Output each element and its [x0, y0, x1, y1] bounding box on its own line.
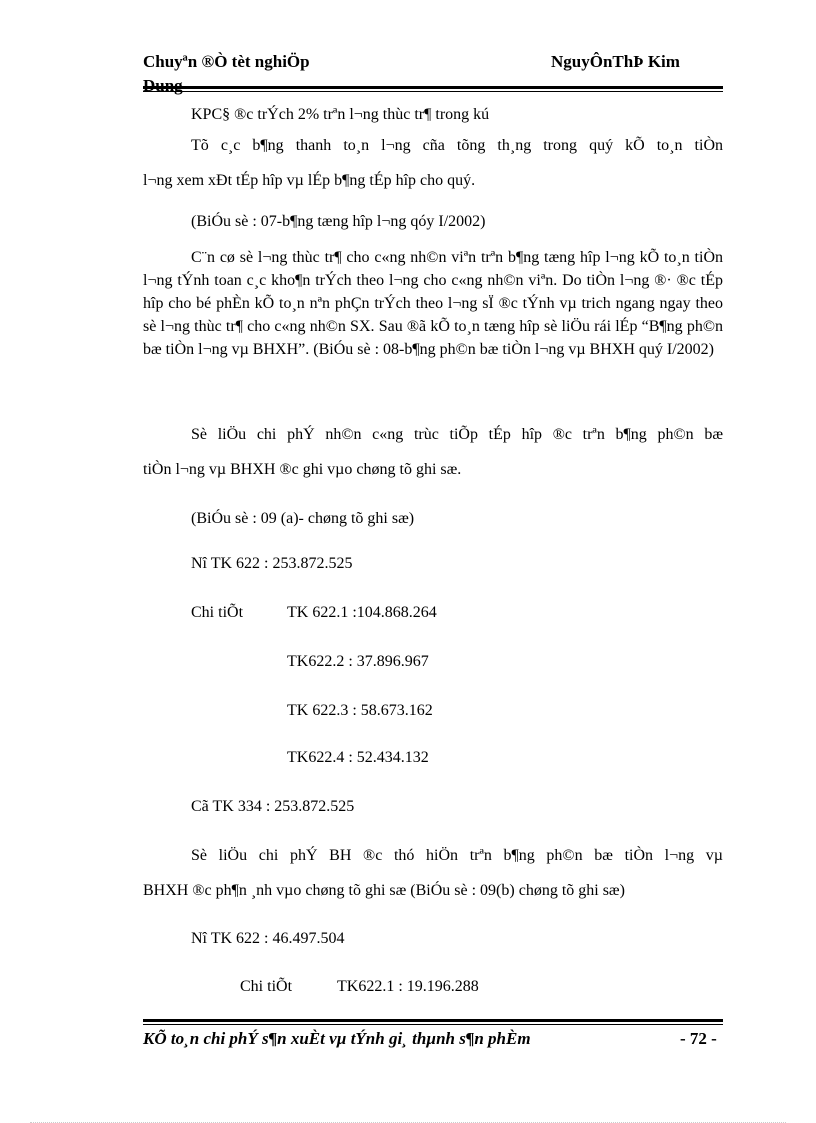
header-author: NguyÔnThÞ Kim	[551, 52, 680, 71]
paragraph-payroll-line1: Tõ c¸c b¶ng thanh to¸n l¬ng cña tõng th¸ng trong quý kÕ to¸n tiÒn	[191, 137, 723, 154]
debit-tk622-insurance: Nî TK 622 : 46.497.504	[191, 930, 345, 947]
header-title: Chuyªn ®Ò tèt nghiÖp	[143, 52, 310, 71]
header-title-overflow: Dung	[143, 76, 183, 95]
credit-tk334: Cã TK 334 : 253.872.525	[191, 798, 355, 815]
detail-tk622-4: TK622.4 : 52.434.132	[287, 749, 429, 766]
footer-title: KÕ to¸n chi phÝ s¶n xuÈt vµ tÝnh gi¸ thµnh s¶n phÈm	[143, 1029, 531, 1048]
page-number: - 72 -	[680, 1029, 717, 1048]
header-rule-thick	[143, 86, 723, 89]
paragraph-insurance-line2: BHXH ®c ph¶n ¸nh vµo chøng tõ ghi sæ (BiÓu sè : 09(b) chøng tõ ghi sæ)	[143, 882, 625, 899]
paragraph-salary-allocation: C¨n cø sè l¬ng thùc tr¶ cho c«ng nh©n viªn trªn b¶ng tæng hîp l¬ng kÕ to¸n tiÒn l¬ng tÝnh toan c¸c kho¶n trÝch theo l¬ng cho c«ng nh©n viªn. Do tiÒn l¬ng ®· ®c tÉp hîp cho bé phÈn kÕ to¸n nªn phÇn trÝch theo l¬ng sÏ ®c tÝnh vµ trich ngang ngay theo sè l¬ng thùc tr¶ cho c«ng nh©n SX. Sau ®ã kÕ to¸n tæng hîp sè liÖu rái lÉp “B¶ng ph©n bæ tiÒn l¬ng vµ BHXH”. (BiÓu sè : 08-b¶ng ph©n bæ tiÒn l¬ng vµ BHXH quý I/2002)	[143, 249, 723, 358]
footer-rule-thick	[143, 1019, 723, 1022]
table-reference-07: (BiÓu sè : 07-b¶ng tæng hîp l¬ng qóy I/2002)	[191, 213, 486, 230]
paragraph-insurance-line1: Sè liÖu chi phÝ BH ®c thó hiÖn trªn b¶ng ph©n bæ tiÒn l¬ng vµ	[191, 847, 723, 864]
detail-tk622-1: TK 622.1 :104.868.264	[287, 604, 437, 621]
table-reference-09a: (BiÓu sè : 09 (a)- chøng tõ ghi sæ)	[191, 510, 415, 527]
detail-label: Chi tiÕt	[191, 604, 244, 621]
detail-tk622-3: TK 622.3 : 58.673.162	[287, 702, 433, 719]
footer-rule-thin	[143, 1024, 723, 1025]
paragraph-labor-cost-line2: tiÒn l¬ng vµ BHXH ®c ghi vµo chøng tõ ghi sæ.	[143, 461, 462, 478]
paragraph-kpcd: KPC§ ®c trÝch 2% trªn l¬ng thùc tr¶ trong kú	[191, 106, 490, 123]
header-rule-thin	[143, 91, 723, 92]
debit-tk622: Nî TK 622 : 253.872.525	[191, 555, 353, 572]
detail-tk622-1-insurance: TK622.1 : 19.196.288	[337, 978, 479, 995]
detail-label-insurance: Chi tiÕt	[240, 978, 293, 995]
detail-tk622-2: TK622.2 : 37.896.967	[287, 653, 429, 670]
paragraph-payroll-line2: l¬ng xem xÐt tÉp hîp vµ lÉp b¶ng tÉp hîp cho quý.	[143, 172, 476, 189]
paragraph-labor-cost-line1: Sè liÖu chi phÝ nh©n c«ng trùc tiÕp tÉp hîp ®c trªn b¶ng ph©n bæ	[191, 426, 723, 443]
